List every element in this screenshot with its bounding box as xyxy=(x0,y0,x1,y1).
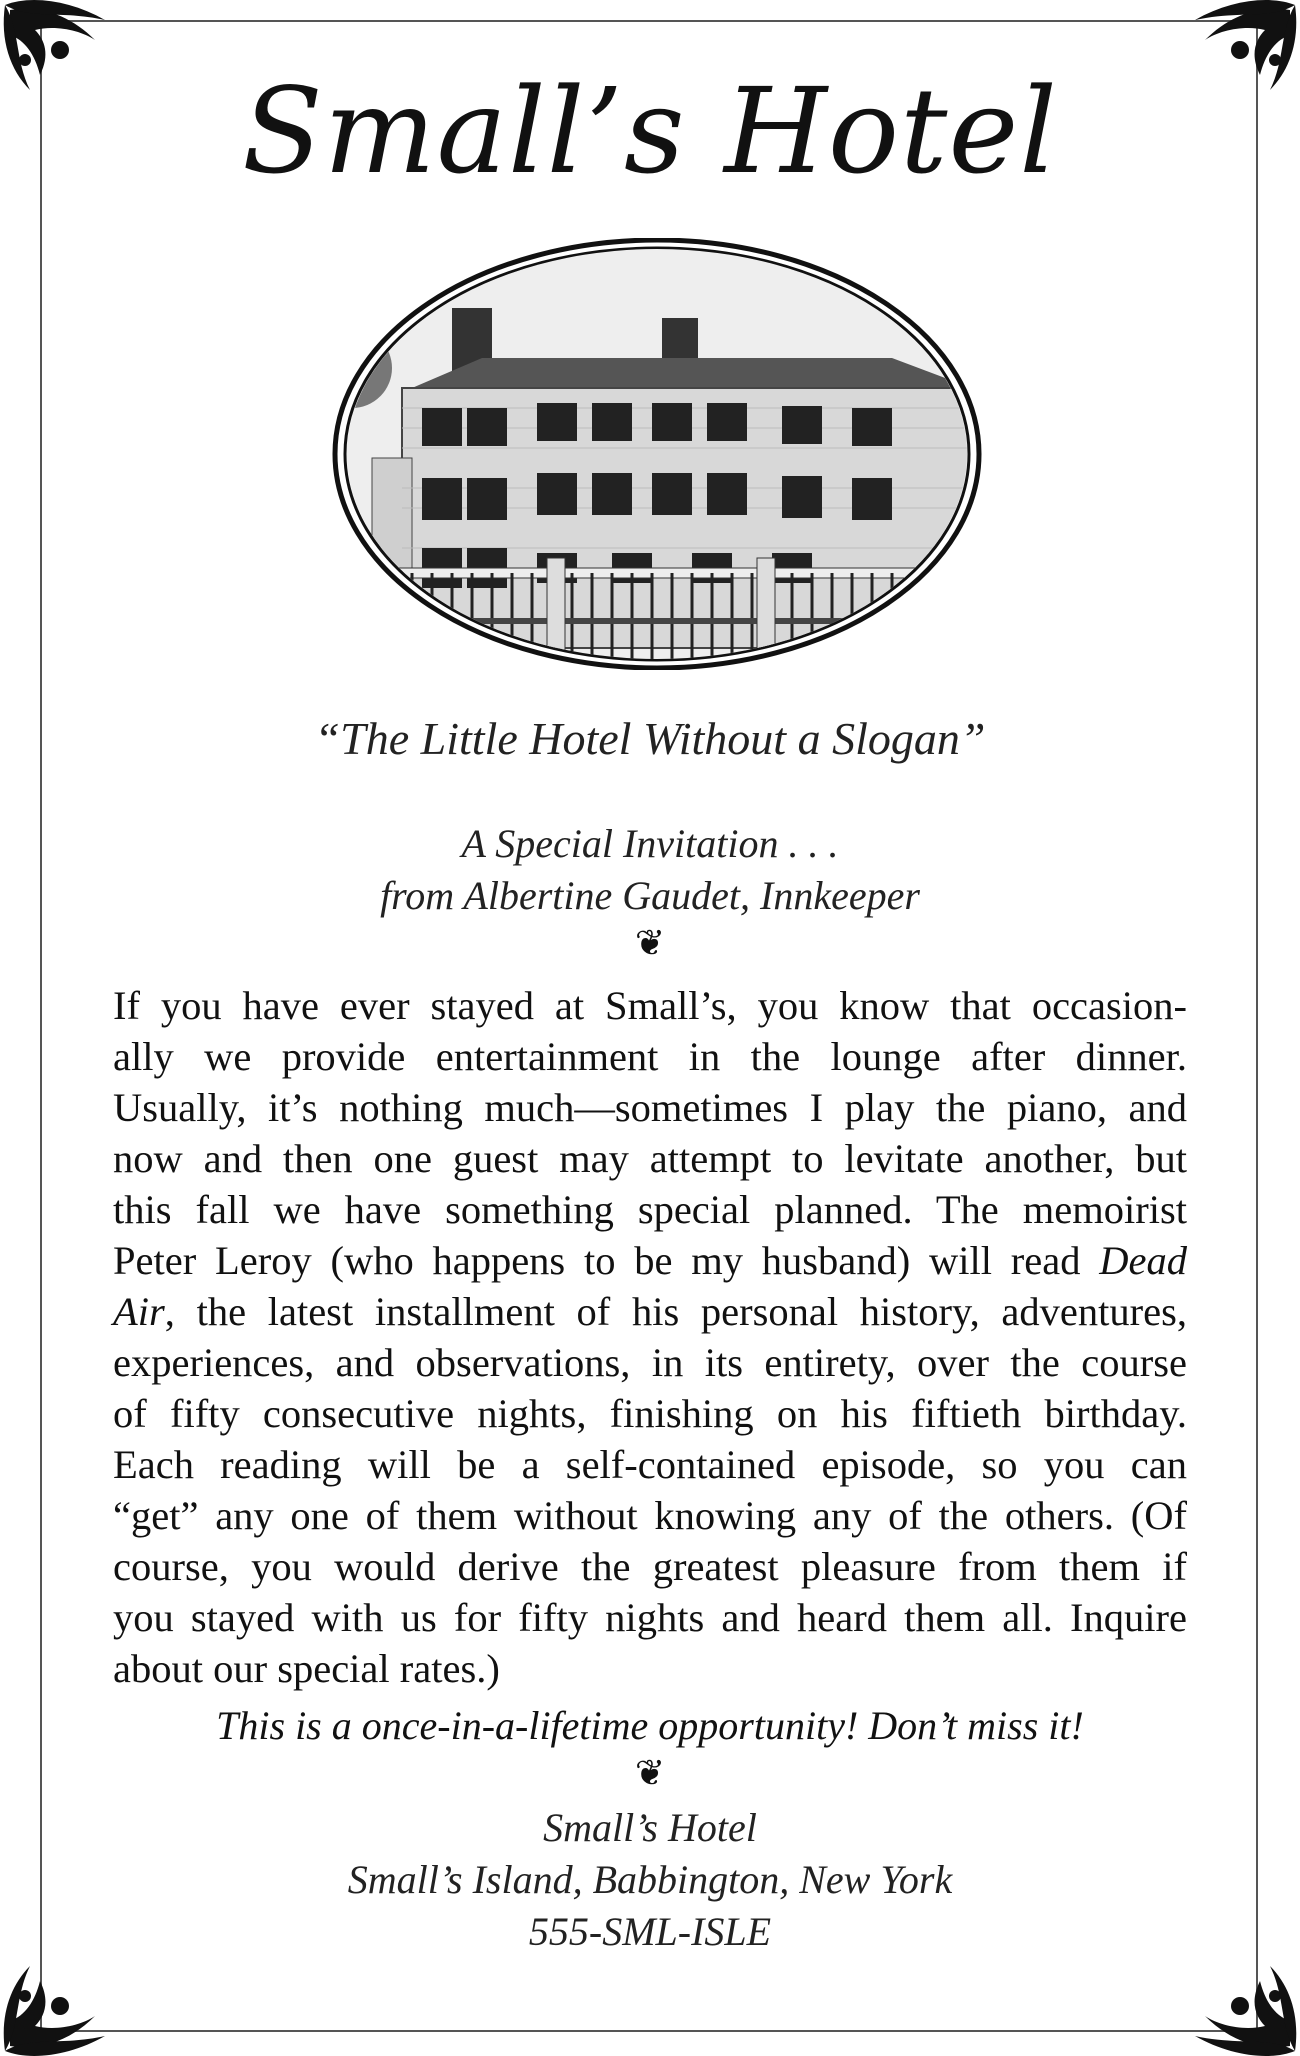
invitation-heading xyxy=(0,818,1300,922)
footer-phone: 555-SML-ISLE xyxy=(528,1909,772,1954)
hotel-title: Small’s Hotel xyxy=(241,62,1059,200)
body-line: course, you would derive the greatest pleasure from them if xyxy=(113,1544,1187,1589)
hotel-contact xyxy=(0,1802,1300,1958)
body-line: you stayed with us for fifty nights and heard them all. Inquire xyxy=(113,1595,1187,1640)
fleuron-icon: ❦ xyxy=(634,1753,666,1793)
body-line: If you have ever stayed at Small’s, you know that occasion- xyxy=(113,983,1187,1028)
footer-address: Small’s Island, Babbington, New York xyxy=(347,1857,953,1902)
hotel-photo xyxy=(332,238,982,670)
body-line: Usually, it’s nothing much—sometimes I play the piano, and xyxy=(113,1085,1187,1130)
body-line: experiences, and observations, in its entirety, over the course xyxy=(113,1340,1187,1385)
body-line: this fall we have something special planned. The memoirist xyxy=(113,1187,1187,1232)
body-line: “get” any one of them without knowing any of the others. (Of xyxy=(113,1493,1187,1538)
closing-line: This is a once-in-a-lifetime opportunity! Don’t miss it! xyxy=(216,1703,1084,1748)
body-line: now and then one guest may attempt to levitate another, but xyxy=(113,1136,1187,1181)
corner-flourish-icon xyxy=(0,1956,115,2056)
invitation-body xyxy=(113,980,1187,1694)
hotel-slogan: “The Little Hotel Without a Slogan” xyxy=(314,713,986,764)
body-line: ally we provide entertainment in the lounge after dinner. xyxy=(113,1034,1187,1079)
fleuron-icon: ❦ xyxy=(634,923,666,963)
invitation-line: A Special Invitation . . . xyxy=(461,821,839,866)
corner-flourish-icon xyxy=(1185,1956,1300,2056)
body-line: Each reading will be a self-contained episode, so you can xyxy=(113,1442,1187,1487)
body-line: of fifty consecutive nights, finishing on his fiftieth birthday. xyxy=(113,1391,1187,1436)
invitation-byline: from Albertine Gaudet, Innkeeper xyxy=(380,873,920,918)
body-line: about our special rates.) xyxy=(113,1646,500,1691)
footer-hotel-name: Small’s Hotel xyxy=(543,1805,757,1850)
body-line: Air, the latest installment of his personal history, adventures, xyxy=(113,1289,1187,1334)
body-line: Peter Leroy (who happens to be my husband) will read Dead xyxy=(113,1238,1187,1283)
